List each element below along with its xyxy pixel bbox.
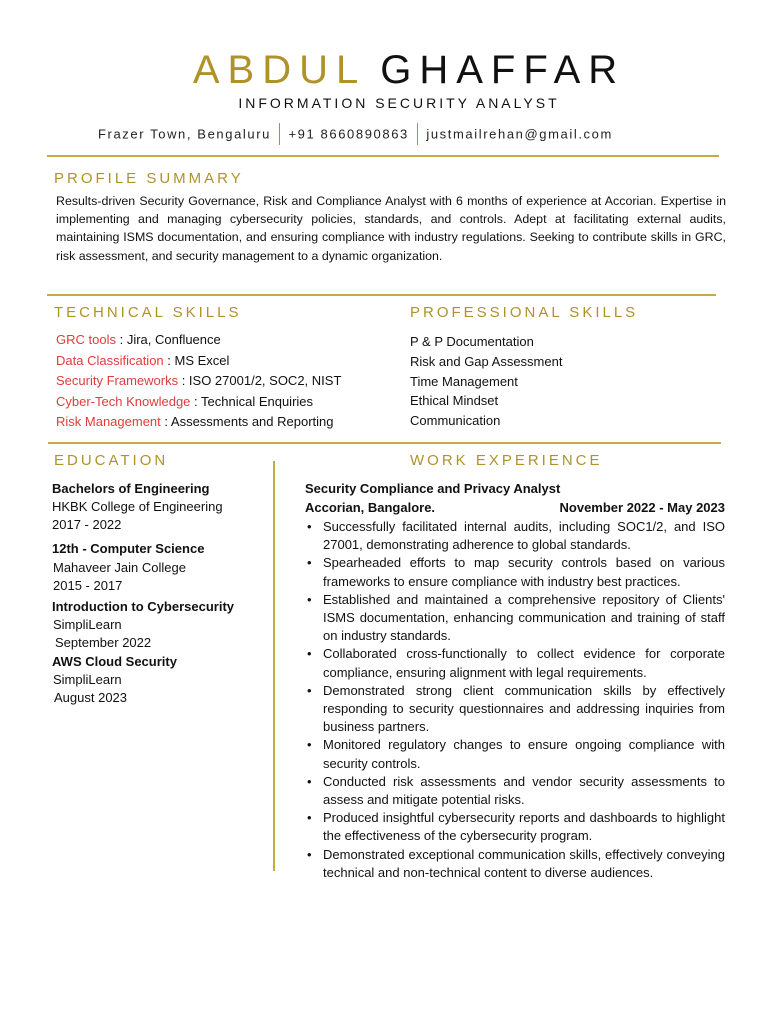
- education-title: Bachelors of Engineering: [52, 481, 210, 496]
- education-dates: August 2023: [54, 690, 128, 705]
- candidate-name: [0, 48, 768, 92]
- company-row: [305, 498, 725, 517]
- education-title: 12th - Computer Science: [52, 541, 205, 556]
- company-name: Accorian, Bangalore.: [305, 500, 436, 515]
- skill-key: Security Frameworks: [56, 373, 179, 388]
- professional-skills-list: [410, 332, 562, 431]
- first-name: ABDUL: [192, 48, 367, 92]
- list-item: • Monitored regulatory changes to ensure ongoing compliance with security controls.: [305, 736, 725, 772]
- list-item: Time Management: [410, 373, 518, 389]
- column-divider: [273, 461, 275, 871]
- employment-dates: November 2022 - May 2023: [559, 500, 725, 515]
- contact-divider: [279, 123, 281, 145]
- skill-separator: :: [178, 373, 189, 388]
- skill-key: GRC tools: [56, 332, 116, 347]
- education-entry: [52, 480, 267, 534]
- list-item: Ethical Mindset: [410, 393, 499, 409]
- job-role: Security Compliance and Privacy Analyst: [305, 481, 561, 496]
- technical-skills-list: [56, 330, 341, 433]
- responsibility-list: [305, 518, 725, 882]
- list-item: • Successfully facilitated internal audits, including SOC1/2, and ISO 27001, demonstrating adherence to global standards.: [305, 518, 725, 554]
- header-divider: [47, 155, 719, 157]
- list-item: [56, 351, 341, 372]
- contact-divider: [417, 123, 419, 145]
- list-item: Risk and Gap Assessment: [410, 353, 563, 369]
- work-experience-entry: [305, 480, 725, 882]
- professional-skills-heading: PROFESSIONAL SKILLS: [410, 304, 639, 321]
- education-institution: HKBK College of Engineering: [52, 499, 223, 514]
- skill-key: Cyber-Tech Knowledge: [56, 393, 191, 409]
- list-item: • Produced insightful cybersecurity reports and dashboards to highlight the effectiveness of the cybersecurity program.: [305, 809, 725, 845]
- profile-summary-text: Results-driven Security Governance, Risk and Compliance Analyst with 6 months of experience at Accorian. Expertise in implementing and managing cybersecurity policies, standards, and controls. Adept at facilitating external audits, maintaining ISMS documentation, and ensuring compliance with industry regulations. Seeking to contribute skills in GRC, risk assessment, and security management to a dynamic organization.: [56, 194, 726, 263]
- list-item: [56, 330, 341, 351]
- list-item: [56, 371, 341, 392]
- skill-separator: :: [190, 393, 202, 409]
- education-title: AWS Cloud Security: [52, 654, 177, 669]
- education-institution: SimpliLearn: [53, 617, 122, 632]
- skill-key: Data Classification: [56, 352, 164, 368]
- skill-value: Technical Enquiries: [201, 393, 314, 409]
- education-entry: [52, 540, 267, 595]
- skill-separator: :: [163, 352, 175, 368]
- skill-value: MS Excel: [174, 352, 230, 368]
- skill-value: Assessments and Reporting: [170, 414, 334, 429]
- location-text: Frazer Town, Bengaluru: [98, 126, 271, 142]
- list-item: • Conducted risk assessments and vendor security assessments to assess and mitigate potential risks.: [305, 773, 725, 809]
- skill-separator: :: [115, 332, 127, 347]
- education-entry: [52, 653, 267, 707]
- list-item: • Demonstrated strong client communication skills by effectively responding to security questionnaires and addressing inquiries from business partners.: [305, 682, 725, 737]
- education-dates: September 2022: [55, 635, 152, 650]
- education-dates: 2017 - 2022: [52, 517, 122, 532]
- email-text: justmailrehan@gmail.com: [426, 126, 613, 142]
- education-institution: SimpliLearn: [53, 672, 122, 687]
- list-item: • Collaborated cross-functionally to collect evidence for corporate compliance, ensuring alignment with legal requirements.: [305, 645, 725, 681]
- list-item: • Spearheaded efforts to map security controls based on various frameworks to ensure compliance with industry best practices.: [305, 554, 725, 590]
- list-item: [56, 392, 341, 413]
- list-item: Communication: [410, 413, 501, 429]
- list-item: • Demonstrated exceptional communication skills, effectively conveying technical and non-technical content to diverse audiences.: [305, 846, 725, 882]
- job-title: INFORMATION SECURITY ANALYST: [238, 95, 560, 111]
- education-entry: [52, 598, 267, 652]
- list-item: [56, 412, 341, 433]
- list-item: • Established and maintained a comprehensive repository of Clients' ISMS documentation, enhancing communication and training of staff on industry standards.: [305, 591, 725, 646]
- profile-summary-heading: PROFILE SUMMARY: [54, 170, 244, 187]
- contact-info: [98, 124, 613, 144]
- work-experience-heading: WORK EXPERIENCE: [410, 452, 603, 469]
- skill-separator: :: [160, 414, 171, 429]
- technical-skills-heading: TECHNICAL SKILLS: [54, 304, 242, 321]
- list-item: P & P Documentation: [410, 334, 534, 349]
- phone-text: +91 8660890863: [288, 126, 409, 142]
- skill-key: Risk Management: [56, 414, 161, 429]
- skill-value: ISO 27001/2, SOC2, NIST: [188, 373, 342, 388]
- education-institution: Mahaveer Jain College: [53, 560, 186, 575]
- education-dates: 2015 - 2017: [53, 578, 123, 593]
- education-title: Introduction to Cybersecurity: [52, 599, 235, 614]
- last-name: GHAFFAR: [380, 48, 626, 92]
- skills-divider: [48, 442, 721, 444]
- education-heading: EDUCATION: [54, 452, 169, 469]
- summary-divider: [47, 294, 716, 296]
- skill-value: Jira, Confluence: [126, 332, 221, 347]
